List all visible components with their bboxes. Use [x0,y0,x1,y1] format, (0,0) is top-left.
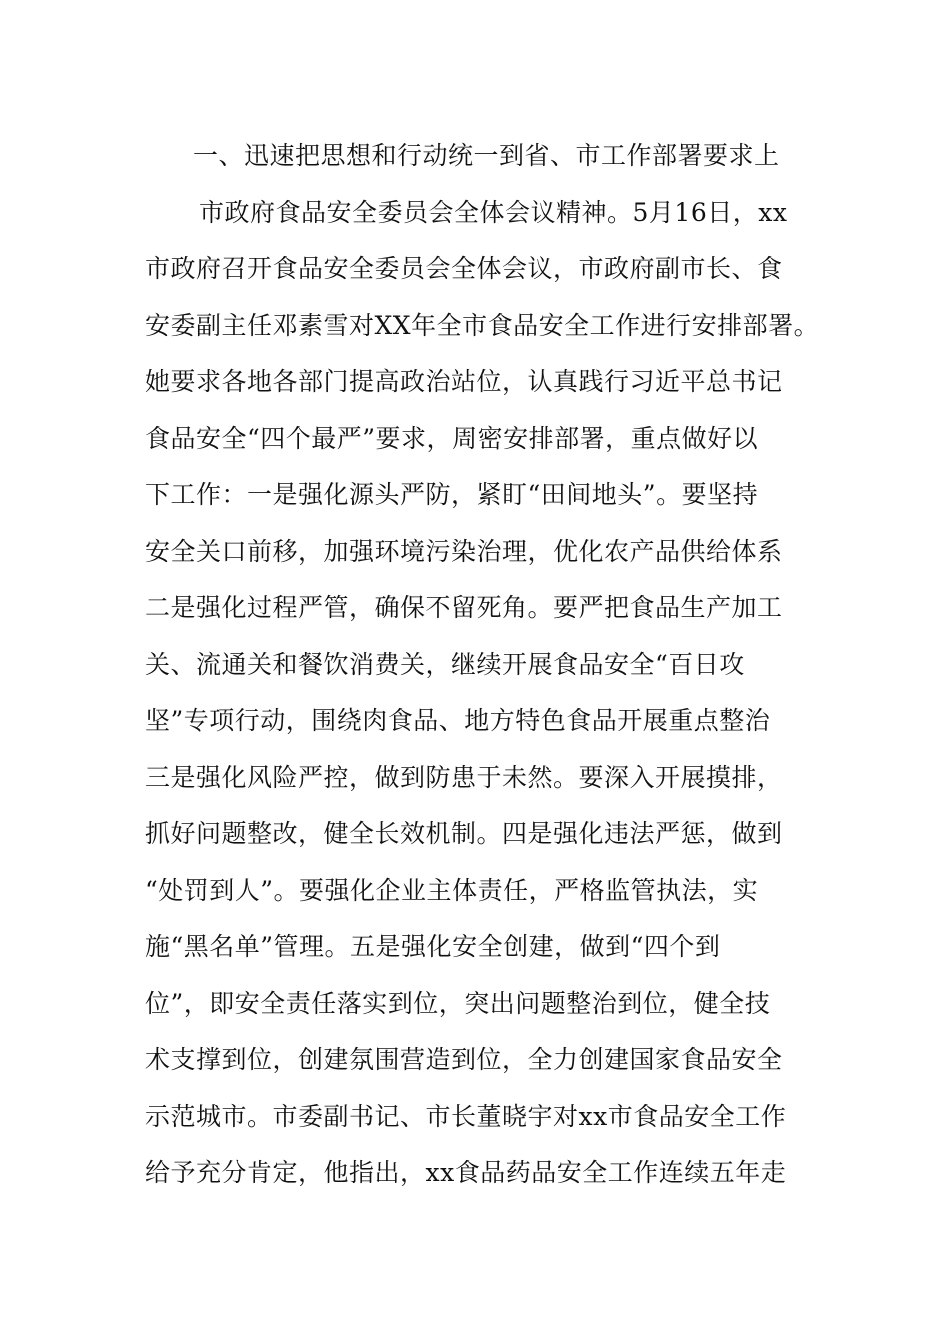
paragraph-line-14: 施“黑名单”管理。五是强化安全创建，做到“四个到 [145,932,721,961]
paragraph-line-15: 位”，即安全责任落实到位，突出问题整治到位，健全技 [145,988,771,1018]
paragraph-line-9: 关、流通关和餐饮消费关，继续开展食品安全“百日攻 [145,649,745,679]
paragraph-line-12: 抓好问题整改，健全长效机制。四是强化违法严惩，做到 [145,819,783,848]
paragraph-line-1: 市政府食品安全委员会全体会议精神。5月16日，xx [199,197,788,227]
paragraph-line-11: 三是强化风险严控，做到防患于未然。要深入开展摸排， [145,762,783,792]
paragraph-line-16: 术支撑到位，创建氛围营造到位，全力创建国家食品安全 [145,1045,783,1074]
paragraph-line-18: 给予充分肯定，他指出，xx食品药品安全工作连续五年走 [145,1158,787,1187]
paragraph-line-8: 二是强化过程严管，确保不留死角。要严把食品生产加工 [145,593,783,622]
paragraph-line-5: 食品安全“四个最严”要求，周密安排部署，重点做好以 [145,423,759,453]
section-heading: 一、迅速把思想和行动统一到省、市工作部署要求上 [193,141,780,170]
paragraph-line-3: 安委副主任邓素雪对XX年全市食品安全工作进行安排部署。 [145,310,820,340]
paragraph-line-10: 坚”专项行动，围绕肉食品、地方特色食品开展重点整治 [145,706,771,735]
paragraph-line-6: 下工作：一是强化源头严防，紧盯“田间地头”。要坚持 [145,480,759,509]
document-body [145,128,820,1202]
paragraph-line-2: 市政府召开食品安全委员会全体会议，市政府副市长、食 [145,254,783,283]
paragraph-line-4: 她要求各地各部门提高政治站位，认真践行习近平总书记 [145,367,783,396]
paragraph-line-7: 安全关口前移，加强环境污染治理，优化农产品供给体系 [145,536,783,566]
paragraph-line-13: “处罚到人”。要强化企业主体责任，严格监管执法，实 [145,875,759,905]
paragraph-line-17: 示范城市。市委副书记、市长董晓宇对xx市食品安全工作 [145,1101,787,1131]
